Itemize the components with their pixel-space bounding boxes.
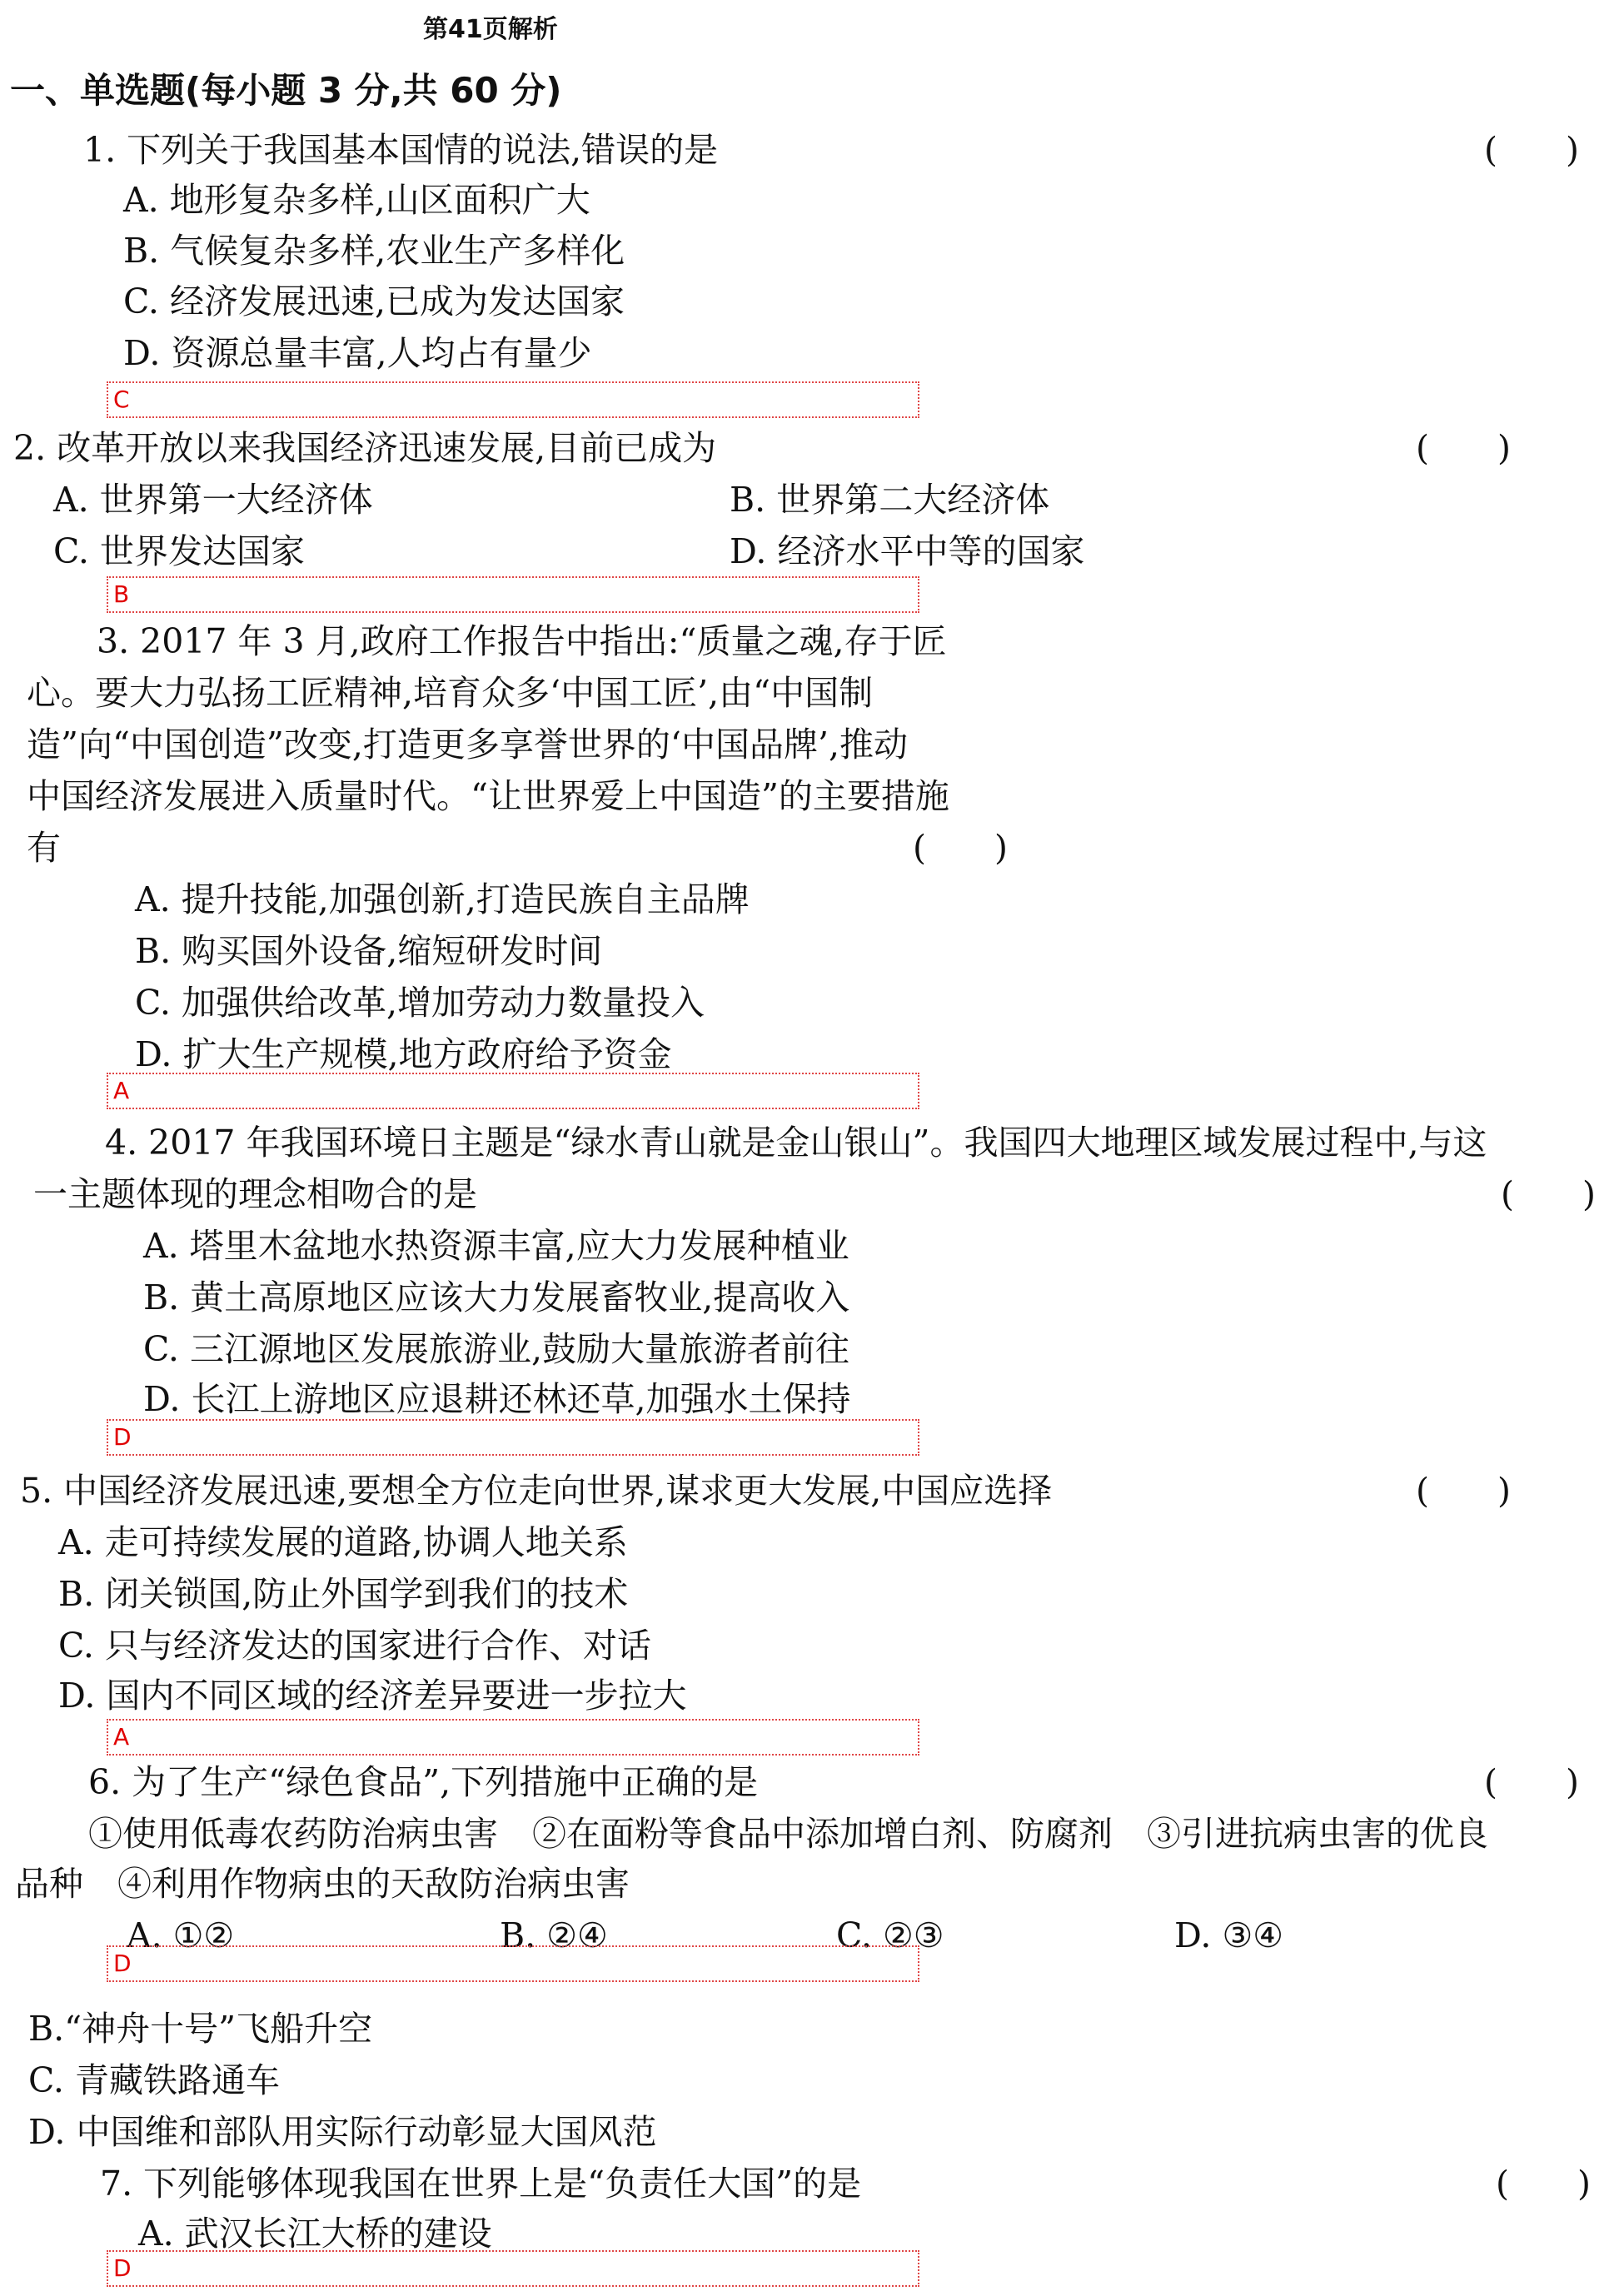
question-1-option-d: D. 资源总量丰富,人均占有量少 <box>123 333 592 373</box>
question-1-option-b: B. 气候复杂多样,农业生产多样化 <box>123 231 625 271</box>
question-2-option-c: C. 世界发达国家 <box>53 531 305 571</box>
question-6-line-1: ①使用低毒农药防治病虫害 ②在面粉等食品中添加增白剂、防腐剂 ③引进抗病虫害的优良 <box>88 1814 1488 1854</box>
question-1-option-c: C. 经济发展迅速,已成为发达国家 <box>123 281 625 321</box>
question-2-option-b: B. 世界第二大经济体 <box>730 480 1050 520</box>
question-4-answer-paren: ( ) <box>1501 1174 1596 1214</box>
question-2-option-d: D. 经济水平中等的国家 <box>730 531 1085 571</box>
question-2-answer-paren: ( ) <box>1416 428 1511 468</box>
question-7-option-a: A. 武汉长江大桥的建设 <box>138 2214 492 2254</box>
question-5-option-a: A. 走可持续发展的道路,协调人地关系 <box>58 1522 628 1562</box>
question-4-option-a: A. 塔里木盆地水热资源丰富,应大力发展种植业 <box>143 1226 849 1266</box>
question-5-option-d: D. 国内不同区域的经济差异要进一步拉大 <box>58 1676 687 1716</box>
question-3-option-b: B. 购买国外设备,缩短研发时间 <box>135 931 603 971</box>
question-3-line-3: 造”向“中国创造”改变,打造更多享誉世界的‘中国品牌’,推动 <box>27 725 909 764</box>
extra-option-c: C. 青藏铁路通车 <box>28 2060 280 2100</box>
question-7-answer-box: D <box>107 2250 919 2287</box>
question-2-stem: 2. 改革开放以来我国经济迅速发展,目前已成为 <box>13 428 717 468</box>
question-3-line-2: 心。要大力弘扬工匠精神,培育众多‘中国工匠’,由“中国制 <box>27 673 874 713</box>
question-4-option-b: B. 黄土高原地区应该大力发展畜牧业,提高收入 <box>143 1277 850 1317</box>
question-4-option-c: C. 三江源地区发展旅游业,鼓励大量旅游者前往 <box>143 1329 850 1369</box>
extra-option-b: B.“神舟十号”飞船升空 <box>28 2009 373 2049</box>
question-1-answer-paren: ( ) <box>1484 130 1579 170</box>
question-4-answer-box: D <box>107 1419 919 1456</box>
question-3-answer-box: A <box>107 1073 919 1109</box>
question-4-option-d: D. 长江上游地区应退耕还林还草,加强水土保持 <box>143 1379 851 1419</box>
question-2-option-a: A. 世界第一大经济体 <box>53 480 373 520</box>
question-6-line-2: 品种 ④利用作物病虫的天敌防治病虫害 <box>15 1864 630 1904</box>
question-6-option-c: C. ②③ <box>836 1915 944 1955</box>
question-5-option-b: B. 闭关锁国,防止外国学到我们的技术 <box>58 1574 629 1614</box>
question-6-option-a: A. ①② <box>127 1915 235 1955</box>
question-7-answer-paren: ( ) <box>1496 2164 1591 2204</box>
question-1-stem: 1. 下列关于我国基本国情的说法,错误的是 <box>83 130 719 170</box>
question-5-option-c: C. 只与经济发达的国家进行合作、对话 <box>58 1626 651 1666</box>
question-1-option-a: A. 地形复杂多样,山区面积广大 <box>123 180 590 220</box>
question-3-answer-paren: ( ) <box>913 828 1008 868</box>
question-5-answer-paren: ( ) <box>1416 1471 1511 1511</box>
question-7-stem: 7. 下列能够体现我国在世界上是“负责任大国”的是 <box>100 2164 862 2204</box>
question-4-line-1: 4. 2017 年我国环境日主题是“绿水青山就是金山银山”。我国四大地理区域发展过程中,与这 <box>105 1123 1487 1163</box>
page-header: 第41页解析 <box>423 15 558 44</box>
question-5-answer-box: A <box>107 1719 919 1756</box>
question-3-option-c: C. 加强供给改革,增加劳动力数量投入 <box>135 983 705 1023</box>
question-5-stem: 5. 中国经济发展迅速,要想全方位走向世界,谋求更大发展,中国应选择 <box>20 1471 1053 1511</box>
question-6-stem: 6. 为了生产“绿色食品”,下列措施中正确的是 <box>88 1762 759 1802</box>
question-3-option-d: D. 扩大生产规模,地方政府给予资金 <box>135 1034 672 1074</box>
question-3-line-5: 有 <box>27 828 61 868</box>
question-4-line-2: 一主题体现的理念相吻合的是 <box>33 1174 477 1214</box>
question-2-answer-box: B <box>107 576 919 613</box>
question-6-option-d: D. ③④ <box>1174 1915 1283 1955</box>
question-6-answer-paren: ( ) <box>1484 1762 1579 1802</box>
question-6-answer-box: D <box>107 1945 919 1982</box>
question-1-answer-box: C <box>107 381 919 418</box>
extra-option-d: D. 中国维和部队用实际行动彰显大国风范 <box>28 2112 657 2152</box>
question-3-line-1: 3. 2017 年 3 月,政府工作报告中指出:“质量之魂,存于匠 <box>97 621 947 661</box>
section-title: 一、单选题(每小题 3 分,共 60 分) <box>10 70 562 111</box>
question-3-line-4: 中国经济发展进入质量时代。“让世界爱上中国造”的主要措施 <box>27 776 949 816</box>
question-3-option-a: A. 提升技能,加强创新,打造民族自主品牌 <box>135 879 750 919</box>
question-6-option-b: B. ②④ <box>500 1915 608 1955</box>
